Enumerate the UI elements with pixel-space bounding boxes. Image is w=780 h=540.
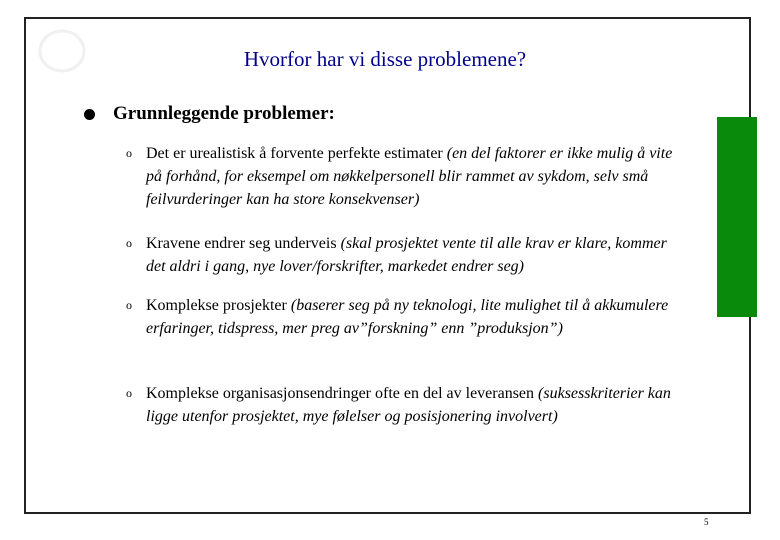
item-detail-text: (skal prosjektet vente til alle krav er klare, kommer det aldri i gang, nye lover/forskrifter, markedet endrer seg) bbox=[146, 235, 667, 275]
item-detail-text: (baserer seg på ny teknologi, lite mulighet til å akkumulere erfaringer, tidspress, mer preg av”forskning” enn ”produksjon”) bbox=[146, 297, 669, 337]
bullet-marker: o bbox=[126, 236, 132, 250]
list-item-text bbox=[146, 142, 686, 211]
accent-bar bbox=[717, 117, 757, 317]
list-item bbox=[126, 294, 686, 340]
list-item-text bbox=[146, 294, 686, 340]
list-item bbox=[126, 382, 686, 428]
main-bullet-label: Grunnleggende problemer: bbox=[113, 103, 335, 124]
bullet-marker: o bbox=[126, 146, 132, 160]
item-main-text: Kravene endrer seg underveis bbox=[146, 235, 341, 252]
item-main-text: Komplekse organisasjonsendringer ofte en del av leveransen bbox=[146, 385, 539, 402]
item-main-text: Komplekse prosjekter bbox=[146, 297, 291, 314]
list-item bbox=[126, 232, 686, 278]
bullet-dot-icon bbox=[84, 109, 95, 120]
list-item-text bbox=[146, 382, 686, 428]
item-detail-text: (en del faktorer er ikke mulig å vite på forhånd, for eksempel om nøkkelpersonell blir rammet av sykdom, selv små feilvurderinger kan ha store konsekvenser) bbox=[146, 145, 673, 208]
bullet-marker: o bbox=[126, 298, 132, 312]
bullet-marker: o bbox=[126, 386, 132, 400]
slide-title: Hvorfor har vi disse problemene? bbox=[243, 47, 527, 71]
page-number: 5 bbox=[704, 517, 709, 527]
item-detail-text: (suksesskriterier kan ligge utenfor prosjektet, mye følelser og posisjonering involvert) bbox=[146, 385, 671, 425]
item-main-text: Det er urealistisk å forvente perfekte estimater bbox=[146, 145, 447, 162]
list-item-text bbox=[146, 232, 686, 278]
list-item bbox=[126, 142, 686, 211]
